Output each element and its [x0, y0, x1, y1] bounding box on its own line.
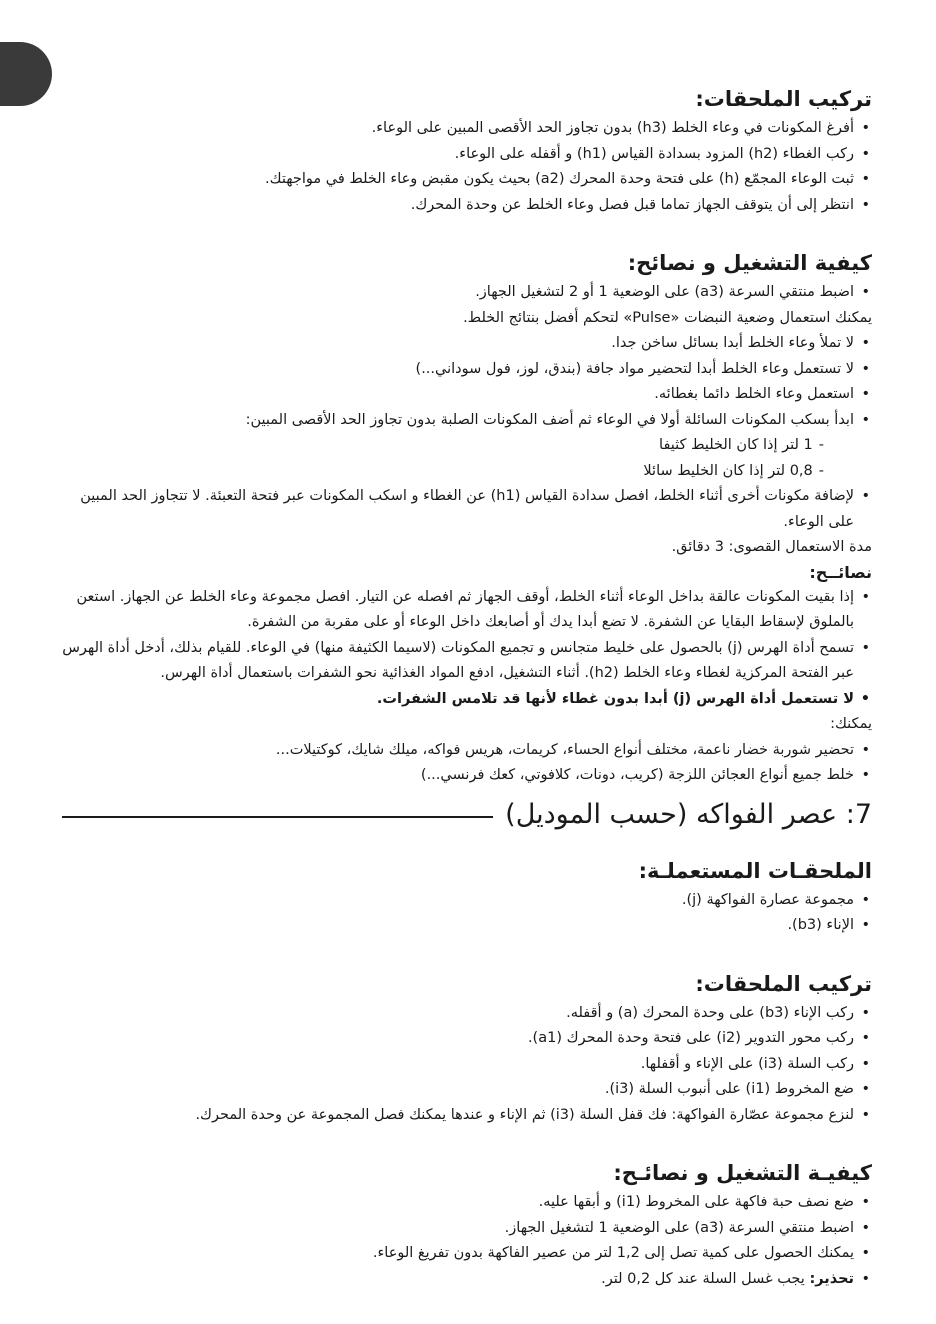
- operation-list-3: [62, 484, 872, 535]
- dash-item: -1 لتر إذا كان الخليط كثيفا: [659, 437, 824, 453]
- list-item: • لا تستعمل وعاء الخلط أبدا لتحضير مواد جافة (بندق، لوز، فول سوداني...): [62, 357, 872, 383]
- list-item: • لا تملأ وعاء الخلط أبدا بسائل ساخن جدا.: [62, 331, 872, 357]
- list-item: • ركب الإناء (b3) على وحدة المحرك (a) و أقفله.: [62, 1001, 872, 1027]
- warning-label: تحذير:: [809, 1270, 854, 1287]
- list-item: • ضع المخروط (i1) على أنبوب السلة (i3).: [62, 1077, 872, 1103]
- chapter-title: 7: عصر الفواكه (حسب الموديل): [505, 798, 872, 830]
- page-edge-tab: [0, 42, 52, 106]
- list-item: • تحضير شوربة خضار ناعمة، مختلف أنواع الحساء، كريمات، هريس فواكه، ميلك شايك، كوكتيلات...: [62, 738, 872, 764]
- can-list: [62, 738, 872, 789]
- list-item: • الإناء (b3).: [62, 913, 872, 939]
- assembly-list: [62, 116, 872, 218]
- can-label: يمكنك:: [830, 716, 872, 732]
- list-item: • ركب محور التدوير (i2) على فتحة وحدة المحرك (a1).: [62, 1026, 872, 1052]
- dash-text: 1 لتر إذا كان الخليط كثيفا: [659, 437, 813, 453]
- list-item: • يمكنك الحصول على كمية تصل إلى 1,2 لتر من عصير الفاكهة بدون تفريغ الوعاء.: [62, 1241, 872, 1267]
- list-item: • ركب السلة (i3) على الإناء و أقفلها.: [62, 1052, 872, 1078]
- list-item: • ابدأ بسكب المكونات السائلة أولا في الوعاء ثم أضف المكونات الصلبة بدون تجاوز الحد الأقصى المبين:: [62, 408, 872, 434]
- operation-list-juicer: [62, 1190, 872, 1292]
- pulse-note: يمكنك استعمال وضعية النبضات «Pulse» لتحكم أفضل بنتائج الخلط.: [463, 309, 872, 326]
- list-item: • اضبط منتقي السرعة (a3) على الوضعية 1 أو 2 لتشغيل الجهاز.: [62, 280, 872, 306]
- list-item: • ضع نصف حبة فاكهة على المخروط (i1) و أبقها عليه.: [62, 1190, 872, 1216]
- list-item: • أفرغ المكونات في وعاء الخلط (h3) بدون تجاوز الحد الأقصى المبين على الوعاء.: [62, 116, 872, 142]
- list-item-warning: • لا تستعمل أداة الهرس (j) أبدا بدون غطاء لأنها قد تلامس الشفرات.: [62, 687, 872, 713]
- list-item-warning: [62, 1267, 872, 1293]
- section-title-operation-2: كيفيـة التشغيل و نصائـح:: [613, 1161, 872, 1185]
- list-item: • لنزع مجموعة عصّارة الفواكهة: فك قفل السلة (i3) ثم الإناء و عندها يمكنك فصل المجموعة عن وحدة المحرك.: [62, 1103, 872, 1129]
- operation-list: [62, 280, 872, 306]
- list-item: • ثبت الوعاء المجمّع (h) على فتحة وحدة المحرك (a2) بحيث يكون مقبض وعاء الخلط في مواجهتك.: [62, 167, 872, 193]
- warning-text: يجب غسل السلة عند كل 0,2 لتر.: [601, 1270, 810, 1287]
- tips-list: [62, 585, 872, 713]
- list-item: • خلط جميع أنواع العجائن اللزجة (كريب، دونات، كلافوتي، كعك فرنسي...): [62, 763, 872, 789]
- max-time-note: مدة الاستعمال القصوى: 3 دقائق.: [671, 539, 872, 555]
- list-item: • تسمح أداة الهرس (j) بالحصول على خليط متجانس و تجميع المكونات (لاسيما الكثيفة منها) في الوعاء. للقيام بذلك، أدخل أداة الهرس عبر الفتحة المركزية لغطاء وعاء الخلط (h2). أثناء التشغيل، ادفع المواد الغذائية نحو الشفرات باستعمال أداة الهرس.: [62, 636, 872, 687]
- operation-list-2: [62, 331, 872, 433]
- chapter-header: [62, 799, 872, 830]
- list-item: • لإضافة مكونات أخرى أثناء الخلط، افصل سدادة القياس (h1) عن الغطاء و اسكب المكونات عبر فتحة التعبئة. لا تتجاوز الحد المبين على الوعاء.: [62, 484, 872, 535]
- list-item: • ركب الغطاء (h2) المزود بسدادة القياس (h1) و أقفله على الوعاء.: [62, 142, 872, 168]
- tips-title: نصائــح:: [809, 562, 872, 582]
- dash-text: 0,8 لتر إذا كان الخليط سائلا: [643, 462, 813, 479]
- accessories-list: [62, 888, 872, 939]
- list-item: • مجموعة عصارة الفواكهة (j).: [62, 888, 872, 914]
- list-item: • إذا بقيت المكونات عالقة بداخل الوعاء أثناء الخلط، أوقف الجهاز ثم افصله عن التيار. افصل مجموعة وعاء الخلط عن الجهاز. استعن بالملوق لإسقاط البقايا عن الشفرة. لا تضع أبدا يدك أو أصابعك داخل الوعاء أو على مقربة من الشفرة.: [62, 585, 872, 636]
- assembly-list-2: [62, 1001, 872, 1129]
- section-title-operation: كيفية التشغيل و نصائح:: [627, 251, 872, 275]
- section-title-assembly-2: تركيب الملحقات:: [695, 971, 872, 996]
- section-title-accessories: الملحقـات المستعملـة:: [638, 858, 872, 883]
- list-item: • استعمل وعاء الخلط دائما بغطائه.: [62, 382, 872, 408]
- manual-page: [62, 84, 872, 1292]
- list-item: • اضبط منتقي السرعة (a3) على الوضعية 1 لتشغيل الجهاز.: [62, 1216, 872, 1242]
- section-title-assembly: تركيب الملحقات:: [695, 87, 872, 111]
- list-item: • انتظر إلى أن يتوقف الجهاز تماما قبل فصل وعاء الخلط عن وحدة المحرك.: [62, 193, 872, 219]
- chapter-rule: [62, 816, 493, 818]
- dash-item: -0,8 لتر إذا كان الخليط سائلا: [643, 462, 824, 479]
